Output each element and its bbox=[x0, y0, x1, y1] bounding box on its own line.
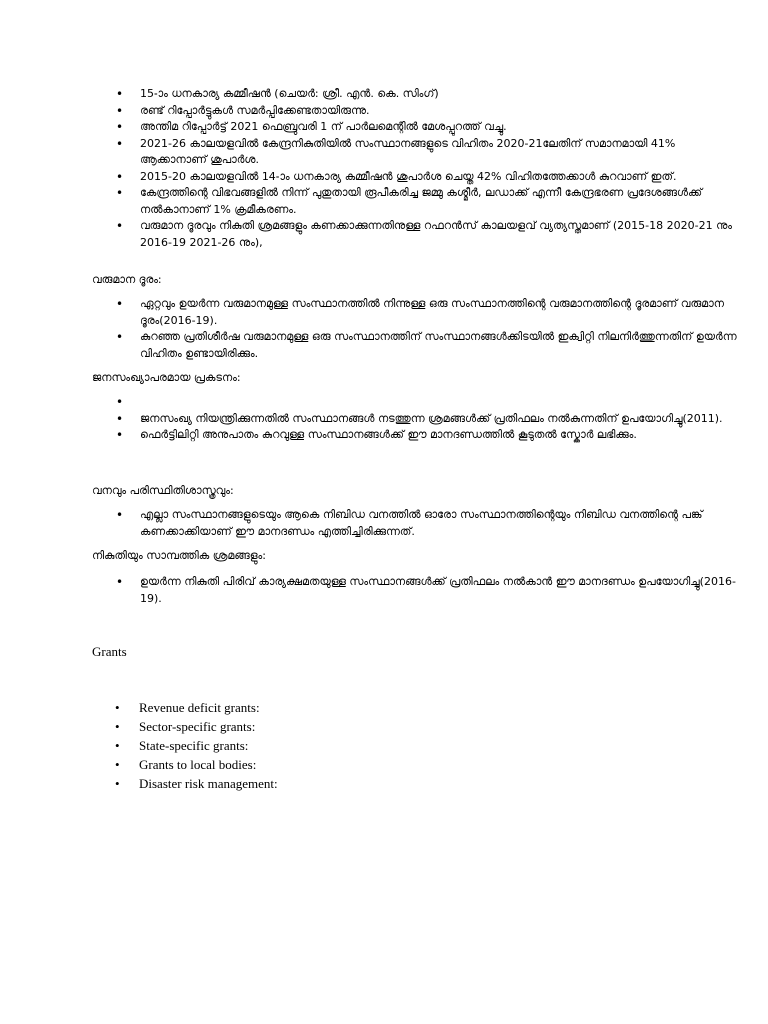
income-distance-heading: വരുമാന ദൂരം: bbox=[92, 273, 162, 286]
demographic-heading: ജനസംഖ്യാപരമായ പ്രകടനം: bbox=[92, 371, 241, 384]
list-item: • വരുമാന ദൂരവും നികുതി ശ്രമങ്ങളും കണക്കാക്കുന്നതിനുള്ള റഫറൻസ് കാലയളവ് വ്യത്യസ്തമാണ് (2015-18 2020-21 നും 2016-19 2021-26 നും), bbox=[140, 218, 740, 251]
list-item: • State-specific grants: bbox=[139, 736, 278, 755]
grants-list bbox=[92, 698, 278, 793]
list-item: • Revenue deficit grants: bbox=[139, 698, 278, 717]
list-item: • ജനസംഖ്യ നിയന്ത്രിക്കുന്നതിൽ സംസ്ഥാനങ്ങൾ നടത്തുന്ന ശ്രമങ്ങൾക്ക് പ്രതിഫലം നൽകുന്നതിന് ഉപയോഗിച്ചു(2011). bbox=[140, 411, 740, 428]
list-item: • Sector-specific grants: bbox=[139, 717, 278, 736]
income-distance-list bbox=[92, 296, 740, 362]
forest-heading: വനവും പരിസ്ഥിതിശാസ്ത്രവും: bbox=[92, 484, 234, 497]
list-item: • എല്ലാ സംസ്ഥാനങ്ങളുടെയും ആകെ നിബിഡ വനത്തിൽ ഓരോ സംസ്ഥാനത്തിന്റെയും നിബിഡ വനത്തിന്റെ പങ്ക് കണക്കാക്കിയാണ് ഈ മാനദണ്ഡം എത്തിച്ചിരിക്കുന്നത്. bbox=[140, 507, 740, 540]
list-item: • ഉയർന്ന നികുതി പിരിവ് കാര്യക്ഷമതയുള്ള സംസ്ഥാനങ്ങൾക്ക് പ്രതിഫലം നൽകാൻ ഈ മാനദണ്ഡം ഉപയോഗിച്ചു(2016-19). bbox=[140, 574, 740, 607]
list-item: • 15-ാം ധനകാര്യ കമ്മീഷൻ (ചെയർ: ശ്രീ. എൻ. കെ. സിംഗ്) bbox=[140, 86, 740, 103]
list-item: • Grants to local bodies: bbox=[139, 755, 278, 774]
empty-list-item bbox=[140, 394, 740, 411]
list-item: • 2015-20 കാലയളവിൽ 14-ാം ധനകാര്യ കമ്മീഷൻ ശുപാർശ ചെയ്ത 42% വിഹിതത്തേക്കാൾ കുറവാണ് ഇത്. bbox=[140, 169, 740, 186]
forest-list bbox=[92, 507, 740, 540]
list-item: • കുറഞ്ഞ പ്രതിശീർഷ വരുമാനമുള്ള ഒരു സംസ്ഥാനത്തിന് സംസ്ഥാനങ്ങൾക്കിടയിൽ ഇക്വിറ്റി നിലനിർത്തുന്നതിന് ഉയർന്ന വിഹിതം ഉണ്ടായിരിക്കും. bbox=[140, 329, 740, 362]
list-item: • കേന്ദ്രത്തിന്റെ വിഭവങ്ങളിൽ നിന്ന് പുതുതായി രൂപീകരിച്ച ജമ്മു കശ്മീർ, ലഡാക്ക് എന്നീ കേന്ദ്രഭരണ പ്രദേശങ്ങൾക്ക് നൽകാനാണ് 1% ക്രമീകരണം. bbox=[140, 185, 740, 218]
list-item: • ഫെർട്ടിലിറ്റി അനുപാതം കുറവുള്ള സംസ്ഥാനങ്ങൾക്ക് ഈ മാനദണ്ഡത്തിൽ കൂടുതൽ സ്കോർ ലഭിക്കും. bbox=[140, 427, 740, 444]
list-item: • Disaster risk management: bbox=[139, 774, 278, 793]
list-item: • അന്തിമ റിപ്പോർട്ട് 2021 ഫെബ്രുവരി 1 ന് പാർലമെന്റിൽ മേശപ്പുറത്ത് വച്ചു. bbox=[140, 119, 740, 136]
tax-effort-heading: നികുതിയും സാമ്പത്തിക ശ്രമങ്ങളും: bbox=[92, 549, 266, 562]
tax-effort-list bbox=[92, 574, 740, 607]
list-item: • 2021-26 കാലയളവിൽ കേന്ദ്രനികുതിയിൽ സംസ്ഥാനങ്ങളുടെ വിഹിതം 2020-21ലേതിന് സമാനമായി 41% ആക്കാനാണ് ശുപാർശ. bbox=[140, 136, 740, 169]
list-item: • ഏറ്റവും ഉയർന്ന വരുമാനമുള്ള സംസ്ഥാനത്തിൽ നിന്നുള്ള ഒരു സംസ്ഥാനത്തിന്റെ വരുമാനത്തിന്റെ ദൂരമാണ് വരുമാന ദൂരം(2016-19). bbox=[140, 296, 740, 329]
commission-list bbox=[92, 86, 740, 251]
list-item: • രണ്ട് റിപ്പോർട്ടുകൾ സമർപ്പിക്കേണ്ടതായിരുന്നു. bbox=[140, 103, 740, 120]
demographic-list bbox=[92, 394, 740, 444]
grants-title: Grants bbox=[92, 644, 127, 659]
